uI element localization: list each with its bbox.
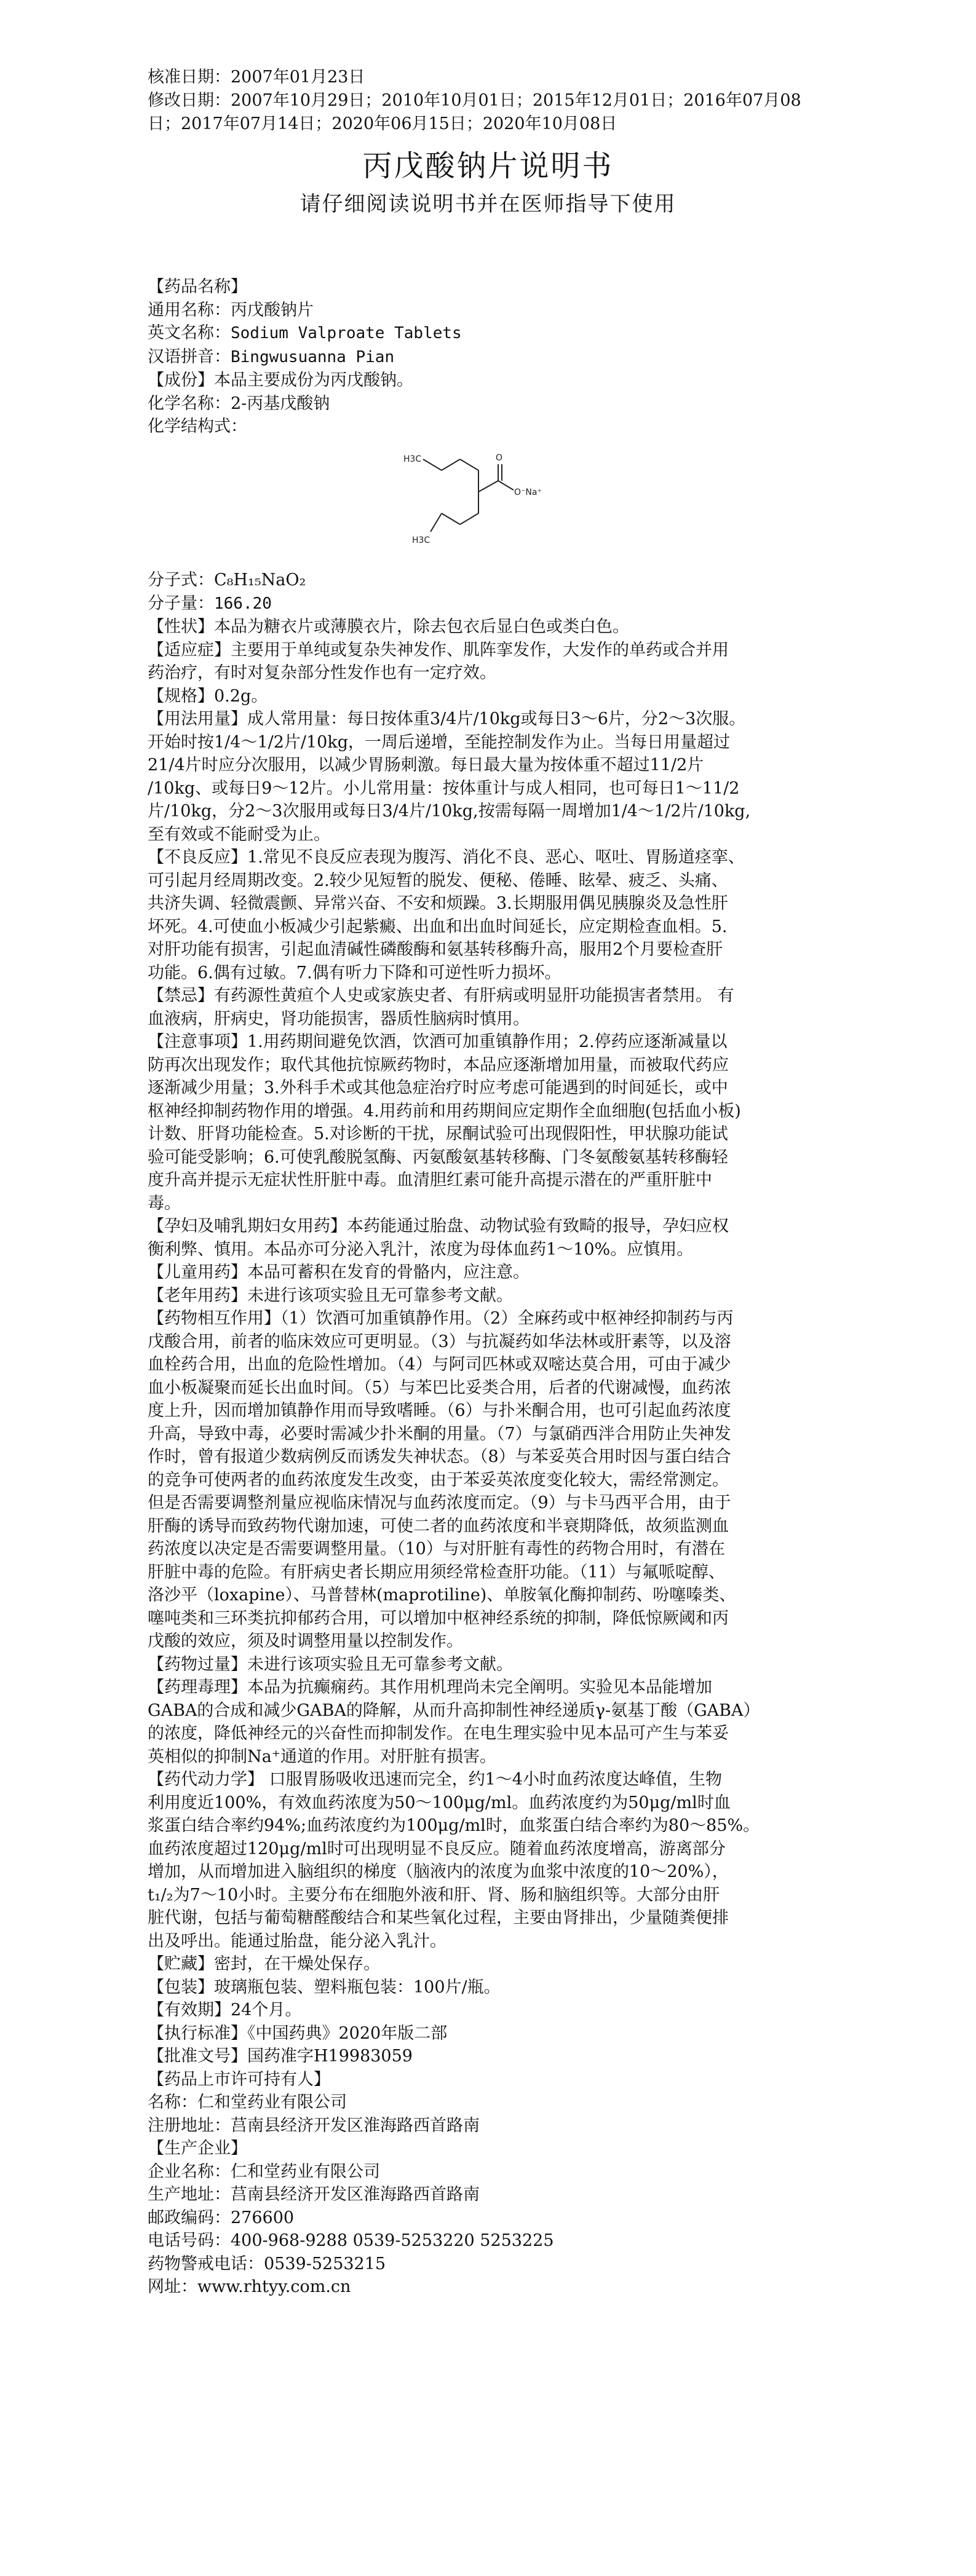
precautions-text: 计数、肝肾功能检查。5.对诊断的干扰，尿酮试验可出现假阳性，甲状腺功能试 — [148, 1124, 728, 1144]
manufacturer-phone: 电话号码：400-968-9288 0539-5253220 5253225 — [148, 2231, 554, 2250]
precautions-text: 度升高并提示无症状性肝脏中毒。血清胆红素可能升高提示潜在的严重肝脏中 — [148, 1171, 712, 1190]
generic-name: 通用名称：丙戊酸钠片 — [148, 300, 314, 320]
pharmacology-text: 的浓度，降低神经元的兴奋性而抑制发作。在电生理实验中见本品可产生与苯妥 — [148, 1724, 729, 1743]
english-name-label: 英文名称： — [148, 323, 231, 342]
interactions-text: 肝脏中毒的危险。有肝病史者长期应用须经常检查肝功能。（11）与氟哌啶醇、 — [148, 1562, 725, 1582]
interactions-row-1 — [148, 1307, 830, 1330]
structure-bond — [442, 459, 460, 470]
interactions-text: 升高，导致中毒，必要时需减少扑米酮的用量。（7）与氯硝西泮合用防止失神发 — [148, 1424, 731, 1444]
manufacturer-website: 网址：www.rhtyy.com.cn — [148, 2277, 351, 2296]
precautions-text: 1.用药期间避免饮酒，饮酒可加重镇静作用；2.停药应逐渐减量以 — [247, 1032, 728, 1051]
chemical-name: 化学名称：2-丙基戊酸钠 — [148, 393, 330, 413]
pregnancy-text-1: 本药能通过胎盘、动物试验有致畸的报导，孕妇应权 — [347, 1217, 729, 1236]
spec-text: 0.2g。 — [214, 686, 268, 706]
standard-row — [148, 2022, 830, 2045]
contraindications-text-1: 有药源性黄疸个人史或家族史者、有肝病或明显肝功能损害者禁用。 有 — [214, 986, 734, 1005]
pinyin-label: 汉语拼音： — [148, 347, 231, 366]
precautions-text: 枢神经抑制药物作用的增强。4.用药前和用药期间应定期作全血细胞(包括血小板) — [148, 1101, 741, 1121]
adverse-text: 1.常见不良反应表现为腹泻、消化不良、恶心、呕吐、胃肠道痉挛、 — [247, 848, 745, 867]
holder-address: 注册地址：莒南县经济开发区淮海路西首路南 — [148, 2116, 480, 2135]
validity-row — [148, 1999, 830, 2022]
adverse-heading: 【不良反应】 — [148, 848, 247, 867]
weight-value: 166.20 — [214, 594, 272, 613]
precautions-text: 防再次出现发作；取代其他抗惊厥药物时，本品应逐渐增加用量，而被取代药应 — [148, 1055, 729, 1075]
structure-label: 化学结构式： — [148, 417, 247, 436]
dosage-text: 至有效或不能耐受为止。 — [148, 824, 330, 844]
elderly-heading: 【老年用药】 — [148, 1286, 247, 1305]
children-heading: 【儿童用药】 — [148, 1263, 247, 1282]
children-row — [148, 1261, 830, 1284]
pharmacokinetics-heading: 【药代动力学】 — [148, 1770, 264, 1789]
indications-row-1 — [148, 639, 830, 662]
holder-name: 名称：仁和堂药业有限公司 — [148, 2093, 347, 2112]
interactions-heading: 【药物相互作用】 — [148, 1309, 280, 1328]
package-row — [148, 1976, 830, 1999]
manufacturer-postcode: 邮政编码：276600 — [148, 2208, 295, 2227]
children-text: 本品可蓄积在发育的骨骼内，应注意。 — [247, 1263, 530, 1282]
approval-row — [148, 2045, 830, 2068]
dosage-text: 开始时按1/4～1/2片/10kg，一周后递增，至能控制发作为止。当每日用量超过 — [148, 732, 731, 752]
chemical-structure-diagram — [394, 446, 590, 563]
formula-value: C₈H₁₅NaO₂ — [214, 571, 306, 590]
pharmacokinetics-text: 口服胃肠吸收迅速而完全，约1～4小时血药浓度达峰值，生物 — [264, 1770, 722, 1789]
dosage-text: 21/4片时应分次服用，以减少胃肠刺激。每日最大量为按体重不超过11/2片 — [148, 756, 704, 775]
pinyin-row — [148, 346, 830, 369]
composition-text: 本品主要成份为丙戊酸钠。 — [214, 371, 413, 390]
pregnancy-heading: 【孕妇及哺乳期妇女用药】 — [148, 1217, 347, 1236]
drug-name-heading: 【药品名称】 — [148, 277, 247, 296]
dosage-heading: 【用法用量】 — [148, 709, 247, 729]
spec-row — [148, 685, 830, 708]
structure-bond — [478, 481, 498, 492]
dosage-row-1 — [148, 708, 830, 731]
standard-text: 《中国药典》2020年版二部 — [247, 2023, 448, 2043]
structure-ona: O⁻Na⁺ — [514, 488, 542, 497]
indications-heading: 【适应症】 — [148, 640, 231, 660]
structure-bond — [423, 459, 442, 470]
interactions-text: 但是否需要调整剂量应视临床情况与血药浓度而定。（9）与卡马西平合用，由于 — [148, 1493, 731, 1512]
interactions-text: 度上升，因而增加镇静作用而导致嗜睡。（6）与扑米酮合用，也可引起血药浓度 — [148, 1401, 731, 1420]
pharmacology-text: GABA的合成和减少GABA的降解，从而升高抑制性神经递质γ-氨基丁酸（GABA） — [148, 1701, 760, 1720]
modify-dates-line-1: 修改日期：2007年10月29日；2010年10月01日；2015年12月01日；2016年07月08 — [148, 91, 801, 110]
structure-bond — [430, 513, 442, 532]
interactions-text: （1）饮酒可加重镇静作用。（2）全麻药或中枢神经抑制药与丙 — [280, 1309, 734, 1328]
structure-bond — [460, 513, 478, 524]
precautions-row-1 — [148, 1030, 830, 1054]
interactions-text: 作时，曾有报道少数病例反而诱发失神状态。（8）与苯妥英合用时因与蛋白结合 — [148, 1447, 731, 1466]
indications-text-1: 主要用于单纯或复杂失神发作、肌阵挛发作，大发作的单药或合并用 — [231, 640, 729, 660]
package-text: 玻璃瓶包装、塑料瓶包装：100片/瓶。 — [214, 1977, 501, 1997]
package-heading: 【包装】 — [148, 1977, 214, 1997]
interactions-text: 噻吨类和三环类抗抑郁药合用，可以增加中枢神经系统的抑制，降低惊厥阈和丙 — [148, 1608, 729, 1628]
structure-ch3-top: H3C — [403, 454, 422, 464]
adverse-text: 功能。6.偶有过敏。7.偶有听力下降和可逆性听力损坏。 — [148, 963, 561, 982]
holder-heading: 【药品上市许可持有人】 — [148, 2069, 330, 2089]
pharmacology-text: 本品为抗癫痫药。其作用机理尚未完全阐明。实验见本品能增加 — [247, 1678, 712, 1697]
english-name: Sodium Valproate Tablets — [231, 324, 462, 342]
storage-heading: 【贮藏】 — [148, 1954, 214, 1973]
interactions-text: 血小板凝聚而延长出血时间。（5）与苯巴比妥类合用，后者的代谢减慢，血药浓 — [148, 1378, 731, 1397]
adverse-text: 对肝功能有损害，引起血清碱性磷酸酶和氨基转移酶升高，服用2个月要检查肝 — [148, 940, 723, 959]
interactions-text: 的竞争可使两者的血药浓度发生改变，由于苯妥英浓度变化较大，需经常测定。 — [148, 1470, 729, 1490]
storage-row — [148, 1953, 830, 1976]
elderly-text: 未进行该项实验且无可靠参考文献。 — [247, 1286, 513, 1305]
manufacturer-heading: 【生产企业】 — [148, 2139, 247, 2158]
pharmacology-heading: 【药理毒理】 — [148, 1678, 247, 1697]
pharmacokinetics-row-1 — [148, 1768, 830, 1792]
interactions-text: 药浓度以决定是否需要调整用量。（10）与对肝脏有毒性的药物合用时，有潜在 — [148, 1539, 725, 1559]
indications-text-2: 药治疗，有时对复杂部分性发作也有一定疗效。 — [148, 663, 496, 682]
structure-oxygen: O — [496, 453, 503, 463]
approval-heading: 【批准文号】 — [148, 2047, 247, 2066]
precautions-text: 毒。 — [148, 1193, 181, 1213]
interactions-text: 戊酸合用，前者的临床效应可更明显。（3）与抗凝药如华法林或肝素等，以及溶 — [148, 1332, 731, 1351]
pharmacokinetics-text: 增加，从而增加进入脑组织的梯度（脑液内的浓度为血浆中浓度的10～20%）， — [148, 1862, 729, 1881]
overdose-row — [148, 1653, 830, 1677]
pinyin-name: Bingwusuanna Pian — [231, 347, 395, 366]
precautions-text: 验可能受影响；6.可使乳酸脱氢酶、丙氨酸氨基转移酶、门冬氨酸氨基转移酶轻 — [148, 1147, 728, 1167]
formula-label: 分子式： — [148, 571, 214, 590]
pharmacokinetics-text: 脏代谢，包括与葡萄糖醛酸结合和某些氧化过程，主要由肾排出，少量随粪便排 — [148, 1908, 729, 1927]
dosage-text: 片/10kg，分2～3次服用或每日3/4片/10kg,按需每隔一周增加1/4～1/2片/10kg, — [148, 802, 751, 821]
weight-row — [148, 592, 830, 616]
contraindications-row-1 — [148, 984, 830, 1008]
page-subtitle: 请仔细阅读说明书并在医师指导下使用 — [300, 192, 676, 216]
properties-heading: 【性状】 — [148, 617, 214, 636]
precautions-heading: 【注意事项】 — [148, 1032, 247, 1051]
manufacturer-alert-phone: 药物警戒电话：0539-5253215 — [148, 2254, 386, 2274]
drug-info-block-1 — [148, 275, 830, 438]
formula-row — [148, 569, 830, 592]
manufacturer-name: 企业名称：仁和堂药业有限公司 — [148, 2162, 380, 2181]
storage-text: 密封，在干燥处保存。 — [214, 1954, 380, 1973]
weight-label: 分子量： — [148, 593, 214, 613]
manufacturer-address: 生产地址：莒南县经济开发区淮海路西首路南 — [148, 2185, 480, 2204]
pharmacokinetics-text: 浆蛋白结合率约94%;血药浓度约为100μg/ml时，血浆蛋白结合率约为80～85%。 — [148, 1816, 760, 1835]
interactions-text: 血栓药合用，出血的危险性增加。（4）与阿司匹林或双嘧达莫合用，可由于减少 — [148, 1355, 731, 1374]
overdose-heading: 【药物过量】 — [148, 1654, 247, 1674]
pregnancy-text-2: 衡利弊、慎用。本品亦可分泌入乳汁，浓度为母体血药1～10%。应慎用。 — [148, 1239, 694, 1259]
composition-heading: 【成份】 — [148, 371, 214, 390]
approval-date: 核准日期：2007年01月23日 — [148, 68, 365, 87]
adverse-text: 坏死。4.可使血小板减少引起紫癜、出血和出血时间延长，应定期检查血相。5. — [148, 917, 728, 936]
properties-text: 本品为糖衣片或薄膜衣片，除去包衣后显白色或类白色。 — [214, 617, 629, 636]
pharmacology-text: 英相似的抑制Na⁺通道的作用。对肝脏有损害。 — [148, 1747, 496, 1766]
overdose-text: 未进行该项实验且无可靠参考文献。 — [247, 1654, 513, 1674]
structure-bond — [460, 459, 478, 470]
adverse-text: 共济失调、轻微震颤、异常兴奋、不安和烦躁。3.长期服用偶见胰腺炎及急性肝 — [148, 894, 728, 913]
pharmacokinetics-text: 出及呼出。能通过胎盘，能分泌入乳汁。 — [148, 1931, 446, 1951]
english-name-row — [148, 322, 830, 346]
interactions-text: 肝酶的诱导而致药物代谢加速，可使二者的血药浓度和半衰期降低，故须监测血 — [148, 1516, 729, 1536]
interactions-text: 洛沙平（loxapine）、马普替林(maprotiline)、单胺氧化酶抑制药、吩噻嗪类、 — [148, 1586, 736, 1605]
validity-heading: 【有效期】 — [148, 2001, 231, 2020]
dosage-text: /10kg、或每日9～12片。小儿常用量：按体重计与成人相同，也可每日1～11/2 — [148, 778, 740, 798]
approval-text: 国药准字H19983059 — [247, 2047, 413, 2066]
spec-heading: 【规格】 — [148, 686, 214, 706]
pharmacokinetics-text: 利用度近100%，有效血药浓度为50～100μg/ml。血药浓度约为50μg/ml时血 — [148, 1793, 731, 1812]
elderly-row — [148, 1284, 830, 1308]
precautions-text: 逐渐减少用量；3.外科手术或其他急症治疗时应考虑可能遇到的时间延长，或中 — [148, 1078, 728, 1097]
pharmacology-row-1 — [148, 1676, 830, 1699]
contraindications-heading: 【禁忌】 — [148, 986, 214, 1005]
interactions-text: 戊酸的效应，须及时调整用量以控制发作。 — [148, 1632, 463, 1651]
adverse-text: 可引起月经周期改变。2.较少见短暂的脱发、便秘、倦睡、眩晕、疲乏、头痛、 — [148, 871, 728, 890]
pharmacokinetics-text: 血药浓度超过120μg/ml时可出现明显不良反应。随着血药浓度增高，游离部分 — [148, 1839, 726, 1859]
adverse-row-1 — [148, 846, 830, 869]
dosage-text: 成人常用量：每日按体重3/4片/10kg或每日3～6片，分2～3次服。 — [247, 709, 746, 729]
properties-row — [148, 615, 830, 639]
page-title: 丙戊酸钠片说明书 — [362, 149, 614, 183]
validity-text: 24个月。 — [231, 2001, 302, 2020]
structure-ch3-bottom: H3C — [412, 535, 430, 545]
drug-info-block-2 — [148, 569, 830, 2299]
contraindications-text-2: 血液病，肝病史，肾功能损害，器质性脑病时慎用。 — [148, 1009, 530, 1029]
standard-heading: 【执行标准】 — [148, 2023, 247, 2043]
structure-bond — [442, 513, 460, 524]
pharmacokinetics-text: t₁/₂为7～10小时。主要分布在细胞外液和肝、肾、肠和脑组织等。大部分由肝 — [148, 1885, 720, 1905]
modify-dates-line-2: 日；2017年07月14日；2020年06月15日；2020年10月08日 — [148, 114, 617, 133]
structure-bond — [498, 481, 514, 490]
composition-row — [148, 369, 830, 392]
pregnancy-row-1 — [148, 1215, 830, 1238]
